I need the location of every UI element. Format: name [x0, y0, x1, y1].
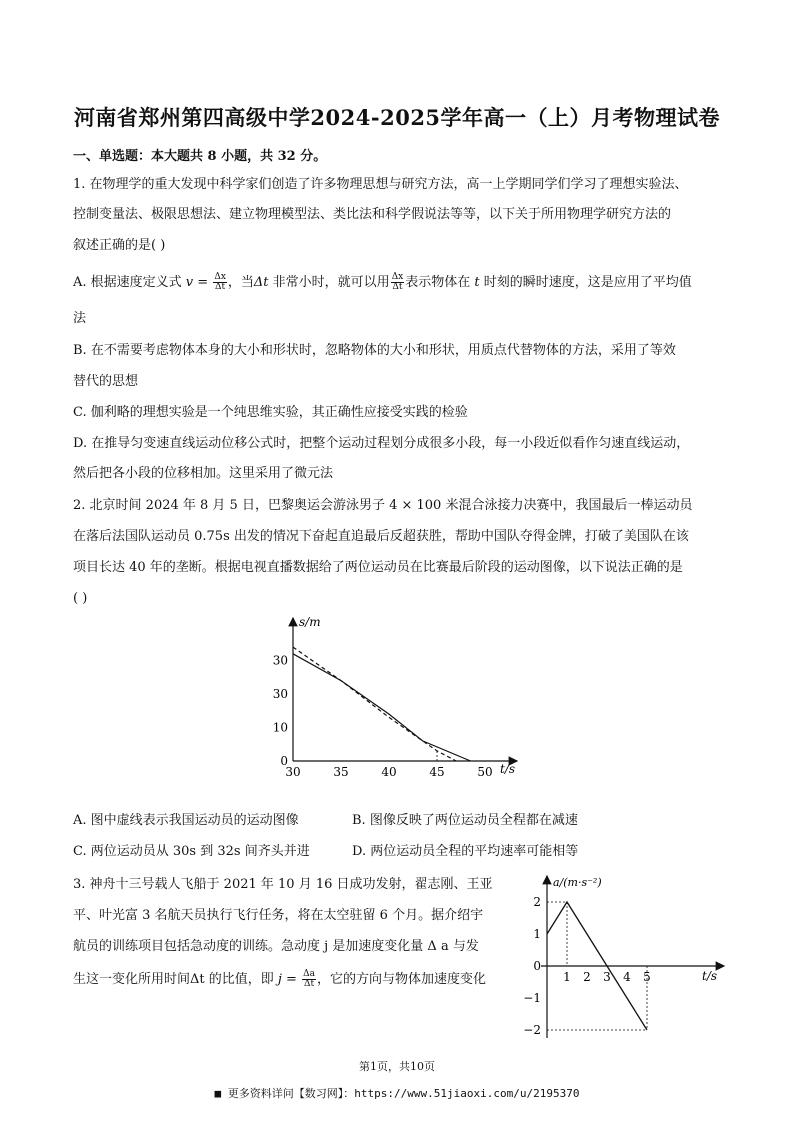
q2-y-axis-label: s/m [299, 615, 321, 629]
q1-stem-line-3: 叙述正确的是( ) [73, 238, 166, 253]
q3-stem-line-1: 3. 神舟十三号载人飞船于 2021 年 10 月 16 日成功发射，翟志刚、王亚 [73, 877, 493, 892]
q2-x-tick-label: 45 [429, 765, 445, 779]
q2-option-a: A. 图中虚线表示我国运动员的运动图像 [73, 813, 299, 828]
q3-line4-post: ，它的方向与物体加速度变化 [316, 972, 486, 987]
q3-stem-line-3: 航员的训练项目包括急动度的训练。急动度 j 是加速度变化量 Δ a 与发 [73, 939, 479, 954]
q2-axes [293, 618, 517, 761]
frac-denominator: Δt [392, 282, 403, 292]
q3-y-tick-label: −1 [523, 991, 541, 1005]
q2-option-d: D. 两位运动员全程的平均速率可能相等 [352, 844, 579, 859]
frac-numerator: Δx [214, 272, 226, 282]
q2-st-graph [262, 610, 532, 788]
q1-option-d-line-2: 然后把各小段的位移相加。这里采用了微元法 [73, 466, 334, 481]
q2-stem-line-3: 项目长达 40 年的垄断。根据电视直播数据给了两位运动员在比赛最后阶段的运动图像，以下说法正确的是 [73, 560, 683, 575]
frac-numerator: Δx [391, 272, 404, 282]
section-heading: 一、单选题：本大题共 8 小题，共 32 分。 [73, 149, 327, 164]
q2-x-tick-label: 30 [285, 765, 301, 779]
q2-solid-series-line [293, 654, 471, 761]
q3-axes [541, 876, 724, 1038]
q1-option-b-line-1: B. 在不需要考虑物体本身的大小和形状时，忽略物体的大小和形状，用质点代替物体的方法，采用了等效 [73, 343, 676, 358]
q2-tick-labels [273, 654, 493, 780]
q3-y-tick-label: 2 [533, 895, 541, 909]
q1-a-mid1: ，当 [227, 275, 254, 290]
q1-a-mid2: 非常小时，就可以用 [268, 275, 390, 290]
q1-a-v: v [185, 275, 194, 290]
q1-a-fraction-1 [213, 273, 227, 292]
q3-line4-pre: 生这一变化所用时间Δt 的比值，即 [73, 972, 278, 987]
page-number: 第1页，共10页 [359, 1060, 435, 1073]
q3-at-graph [512, 870, 732, 1045]
q1-a-dt: Δt [253, 275, 269, 290]
frac-numerator: Δa [303, 969, 315, 979]
q3-x-tick-label: 4 [623, 970, 631, 984]
q2-x-axis-label: t/s [500, 762, 516, 776]
q3-y-tick-label: 0 [533, 959, 541, 973]
q1-a-t: t [474, 275, 480, 290]
q1-stem-line-1: 1. 在物理学的重大发现中科学家们创造了许多物理思想与研究方法，高一上学期同学们学习了理想实验法、 [73, 177, 688, 192]
q1-a-fraction-2 [391, 273, 405, 292]
q2-option-b: B. 图像反映了两位运动员全程都在减速 [352, 813, 578, 828]
q2-stem-line-4: ( ) [73, 591, 88, 606]
q3-x-tick-label: 5 [643, 970, 651, 984]
q3-fraction [302, 970, 316, 989]
q1-option-d-line-1: D. 在推导匀变速直线运动位移公式时，把整个运动过程划分成很多小段，每一小段近似看作匀速直线运动， [73, 436, 690, 451]
footer-link[interactable]: ■ 更多资料详问【数习网】：https://www.51jiaoxi.com/u/2195370 [214, 1087, 580, 1100]
frac-denominator: Δt [303, 979, 315, 989]
q1-option-c: C. 伽利略的理想实验是一个纯思维实验，其正确性应接受实践的检验 [73, 405, 468, 420]
q2-y-tick-label: 0 [280, 754, 288, 768]
q3-eq: = [281, 972, 302, 987]
q2-y-tick-label: 30 [272, 653, 288, 668]
q3-x-tick-label: 3 [603, 970, 611, 984]
q1-a-prefix: A. 根据速度定义式 [73, 275, 186, 290]
q2-series [293, 647, 471, 761]
frac-denominator: Δt [215, 282, 226, 292]
q3-x-tick-label: 1 [563, 970, 571, 984]
q1-option-b-line-2: 替代的思想 [73, 374, 139, 389]
q3-x-axis-label: t/s [702, 969, 718, 983]
q2-x-tick-label: 40 [381, 765, 397, 779]
q1-option-a [73, 273, 692, 292]
q1-a-eq: = [193, 275, 213, 290]
q3-x-tick-label: 2 [583, 970, 591, 984]
q2-y-tick-label: 30 [272, 687, 288, 701]
q3-stem-line-4 [73, 970, 486, 989]
q1-stem-line-2: 控制变量法、极限思想法、建立物理模型法、类比法和科学假说法等等，以下关于所用物理学研究方法的 [73, 207, 672, 222]
q2-option-c: C. 两位运动员从 30s 到 32s 间齐头并进 [73, 844, 310, 859]
q2-x-tick-label: 35 [333, 765, 349, 779]
q2-stem-line-1: 2. 北京时间 2024 年 8 月 5 日，巴黎奥运会游泳男子 4 × 100 米混合泳接力决赛中，我国最后一棒运动员 [73, 498, 693, 513]
page-title: 河南省郑州第四高级中学2024-2025学年高一（上）月考物理试卷 [73, 105, 721, 130]
q1-option-a-line-2: 法 [73, 311, 87, 326]
q2-x-tick-label: 50 [477, 765, 493, 779]
q3-stem-line-2: 平、叶光富 3 名航天员执行飞行任务，将在太空驻留 6 个月。据介绍宇 [73, 908, 484, 923]
q3-y-tick-label: −2 [523, 1023, 541, 1037]
q1-a-mid3: 表示物体在 [405, 275, 475, 290]
q3-y-tick-label: 1 [533, 927, 541, 941]
q1-a-post: 时刻的瞬时速度，这是应用了平均值 [479, 275, 692, 290]
q3-j: j [277, 972, 282, 987]
q3-y-axis-label: a/(m·s⁻²) [553, 876, 602, 889]
q2-y-tick-label: 10 [272, 720, 288, 735]
q2-stem-line-2: 在落后法国队运动员 0.75s 出发的情况下奋起直追最后反超获胜，帮助中国队夺得金牌，打破了美国队在该 [73, 529, 689, 544]
